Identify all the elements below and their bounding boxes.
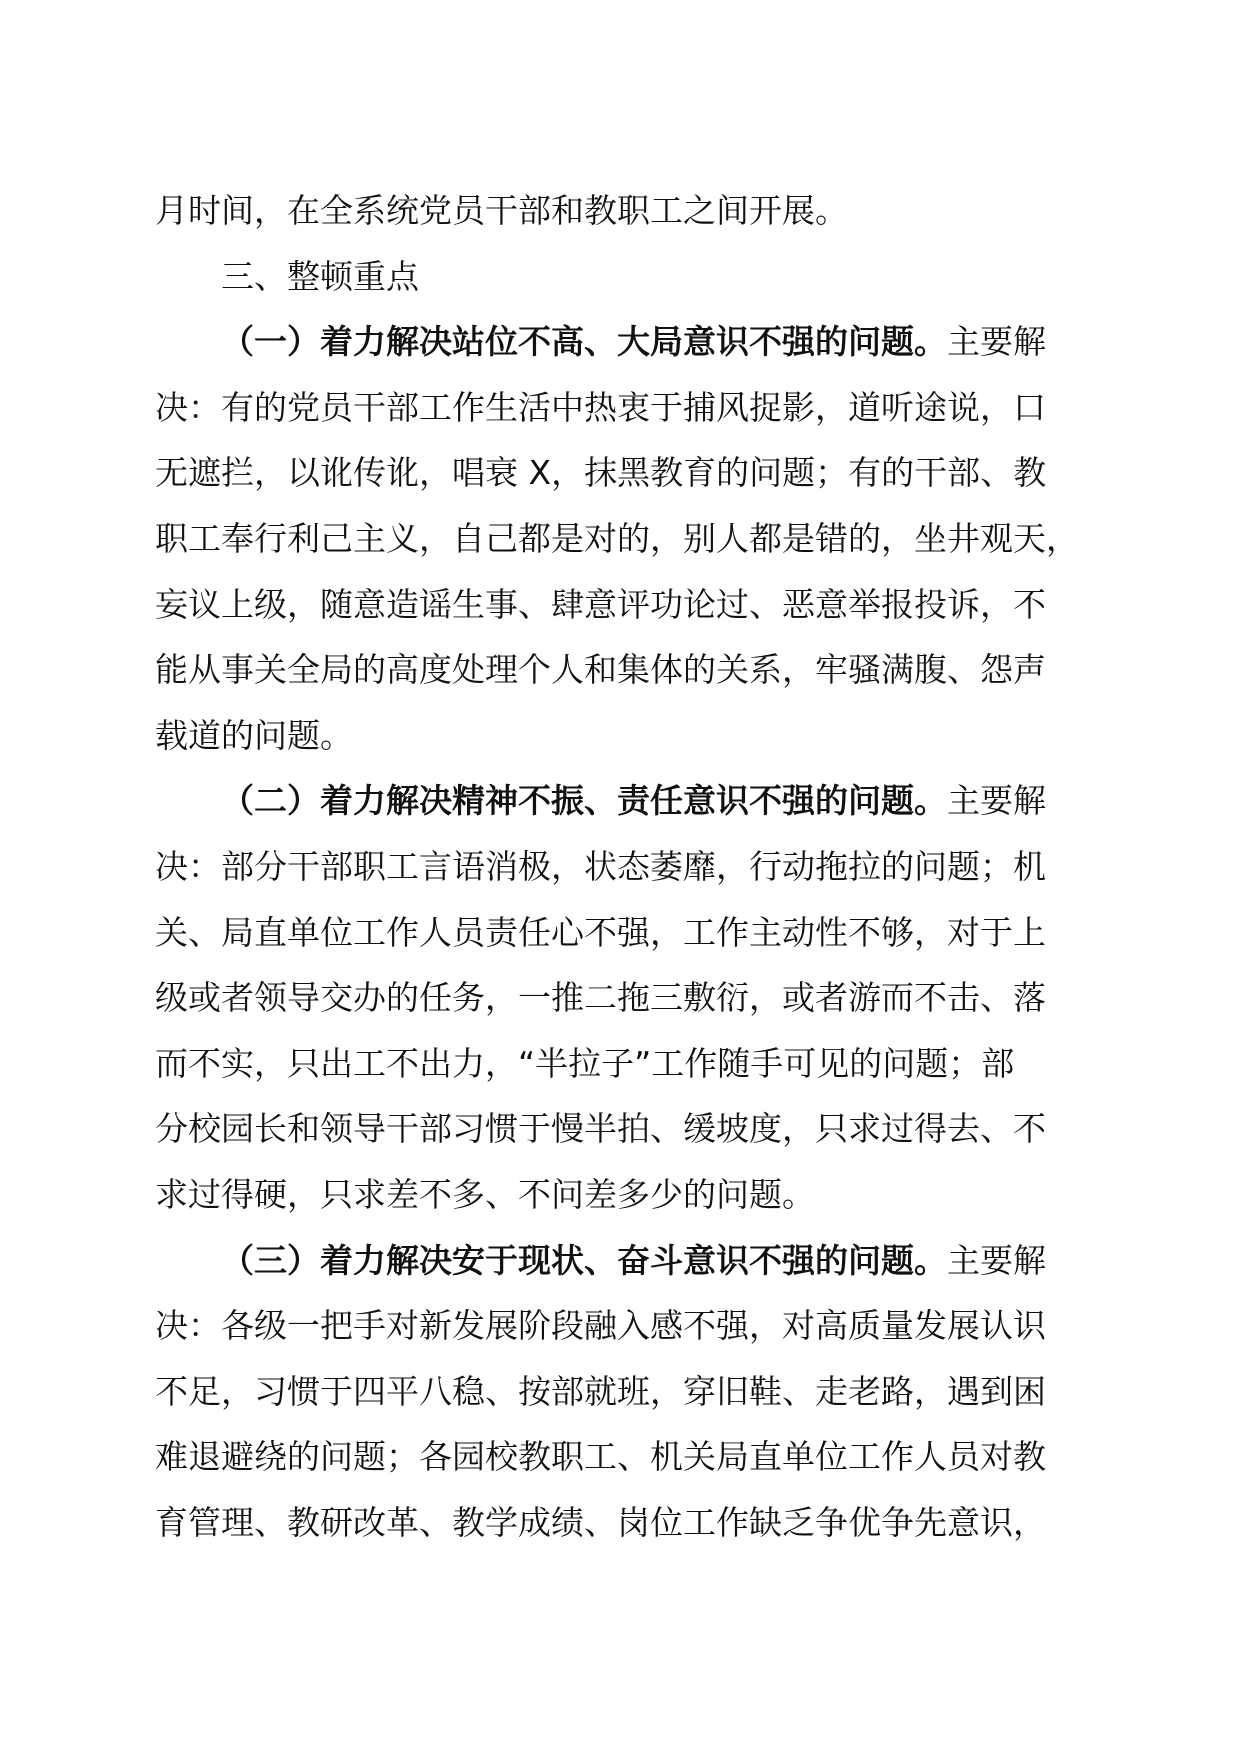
subsection-heading-line	[155, 309, 1085, 375]
paragraph-line: 妄议上级，随意造谣生事、肆意评功论过、恶意举报投诉，不	[155, 584, 1046, 624]
paragraph-line: 载道的问题。	[155, 715, 353, 755]
paragraph-line: 决：各级一把手对新发展阶段融入感不强，对高质量发展认识	[155, 1306, 1046, 1346]
subsection-lead: 主要解	[947, 322, 1046, 362]
paragraph-line: 决：有的党员干部工作生活中热衷于捕风捉影，道听途说，口	[155, 387, 1046, 427]
paragraph-line: 育管理、教研改革、教学成绩、岗位工作缺乏争优争先意识，	[155, 1502, 1046, 1542]
subsection-title: （三）着力解决安于现状、奋斗意识不强的问题。	[221, 1240, 947, 1280]
subsection-title: （一）着力解决站位不高、大局意识不强的问题。	[221, 322, 947, 362]
subsection-title: （二）着力解决精神不振、责任意识不强的问题。	[221, 781, 947, 821]
paragraph-line: 而不实，只出工不出力，“半拉子”工作随手可见的问题；部	[155, 1043, 1015, 1083]
paragraph-line: 难退避绕的问题；各园校教职工、机关局直单位工作人员对教	[155, 1437, 1046, 1477]
paragraph-line: 职工奉行利己主义，自己都是对的，别人都是错的，坐井观天，	[155, 518, 1079, 558]
paragraph-line: 关、局直单位工作人员责任心不强，工作主动性不够，对于上	[155, 912, 1046, 952]
paragraph-line: 求过得硬，只求差不多、不问差多少的问题。	[155, 1174, 815, 1214]
section-heading: 三、整顿重点	[221, 256, 419, 296]
subsection-heading-line	[155, 1228, 1085, 1294]
paragraph-line: 不足，习惯于四平八稳、按部就班，穿旧鞋、走老路，遇到困	[155, 1371, 1046, 1411]
paragraph-line: 月时间，在全系统党员干部和教职工之间开展。	[155, 191, 848, 230]
subsection-lead: 主要解	[947, 781, 1046, 821]
paragraph-line: 无遮拦，以讹传讹，唱衰 X，抹黑教育的问题；有的干部、教	[155, 453, 1047, 493]
document-body	[155, 178, 1085, 1555]
subsection-heading-line	[155, 768, 1085, 834]
subsection-lead: 主要解	[947, 1240, 1046, 1280]
paragraph-line: 级或者领导交办的任务，一推二拖三敷衍，或者游而不击、落	[155, 978, 1046, 1018]
paragraph-line: 分校园长和领导干部习惯于慢半拍、缓坡度，只求过得去、不	[155, 1109, 1046, 1149]
paragraph-line: 能从事关全局的高度处理个人和集体的关系，牢骚满腹、怨声	[155, 650, 1046, 690]
paragraph-line: 决：部分干部职工言语消极，状态萎靡，行动拖拉的问题；机	[155, 846, 1046, 886]
